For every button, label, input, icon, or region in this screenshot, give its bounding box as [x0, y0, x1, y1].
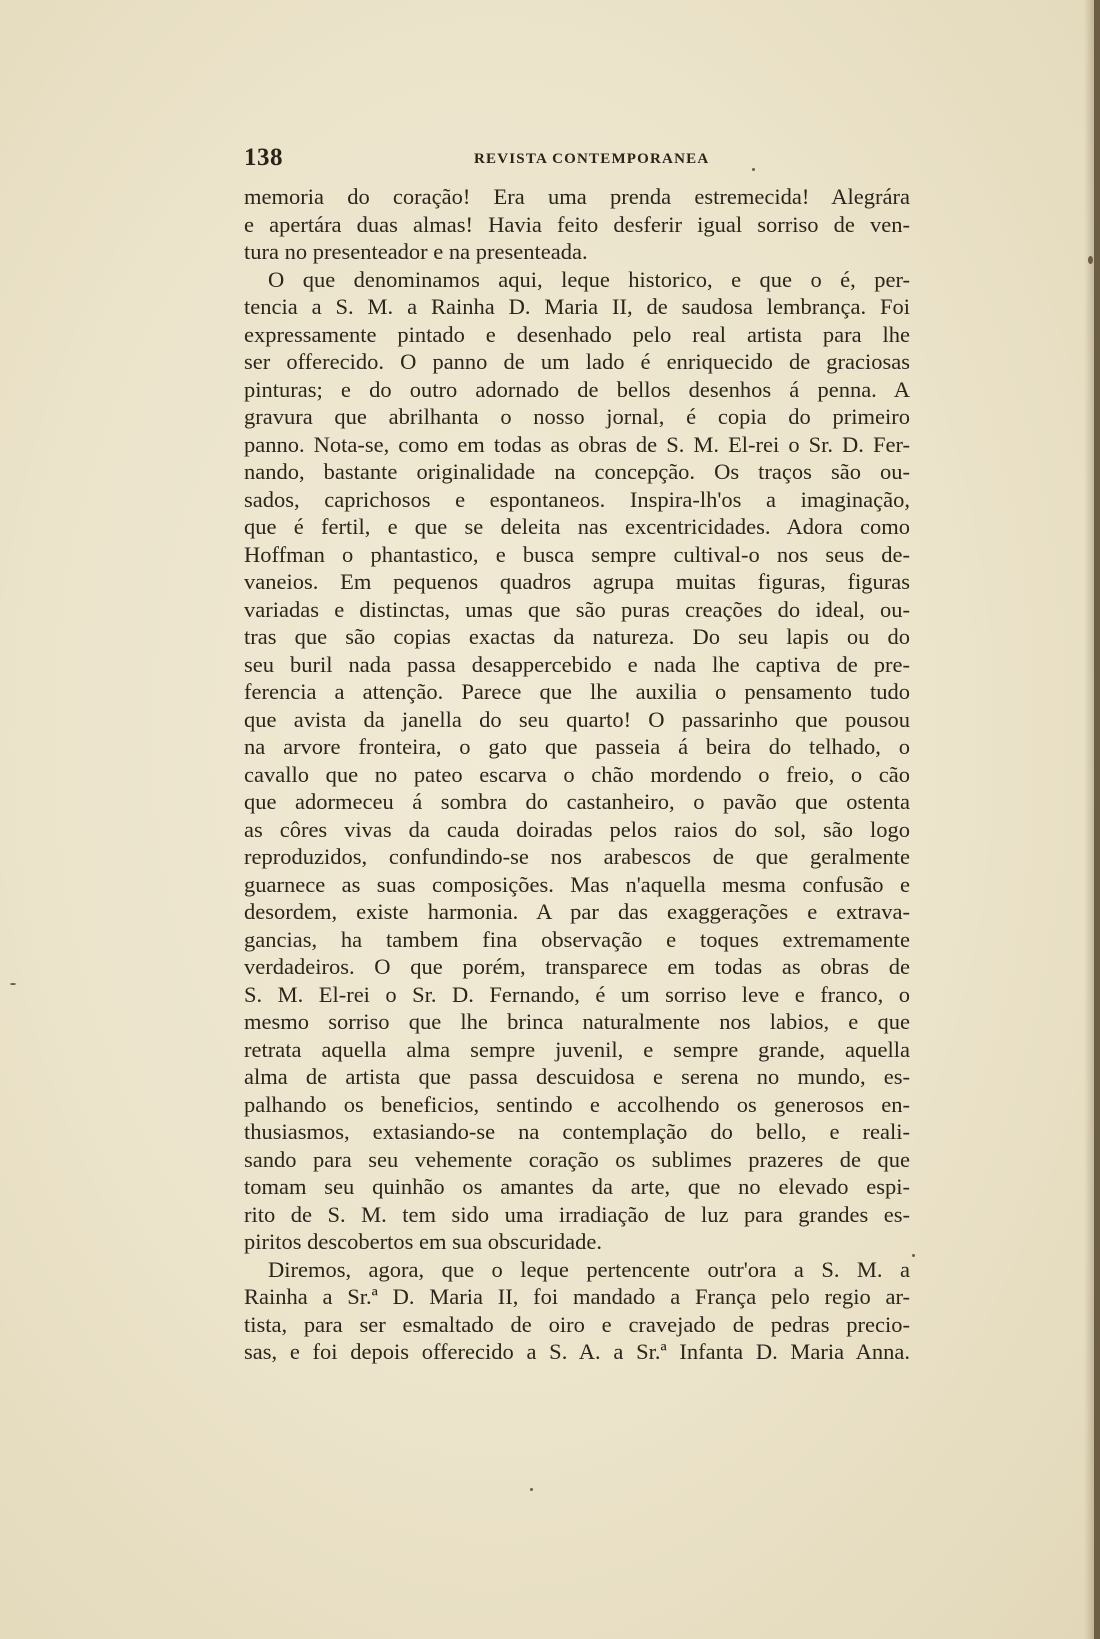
body-text — [244, 183, 910, 1366]
text-line: Diremos, agora, que o leque pertencente outr'ora a S. M. a — [268, 1256, 910, 1282]
running-title: REVISTA CONTEMPORANEA — [474, 151, 710, 167]
text-line: que é fertil, e que se deleita nas excentricidades. Adora como — [244, 514, 910, 539]
ink-speck — [912, 1254, 915, 1257]
text-line: O que denominamos aqui, leque historico, e que o é, per- — [268, 266, 910, 292]
text-line: na arvore fronteira, o gato que passeia á beira do telhado, o — [244, 734, 910, 759]
page-edge — [1094, 0, 1100, 1639]
text-line: alma de artista que passa descuidosa e serena no mundo, es- — [244, 1064, 910, 1089]
text-line: vaneios. Em pequenos quadros agrupa muitas figuras, figuras — [244, 569, 910, 594]
text-line: rito de S. M. tem sido uma irradiação de luz para grandes es- — [244, 1201, 910, 1227]
text-line: reproduzidos, confundindo-se nos arabescos de que geralmente — [244, 844, 910, 869]
text-line: guarnece as suas composições. Mas n'aquella mesma confusão e — [244, 871, 910, 897]
running-header — [244, 144, 910, 174]
text-line: piritos descobertos em sua obscuridade. — [244, 1229, 603, 1254]
text-line: seu buril nada passa desappercebido e nada lhe captiva de pre- — [244, 651, 910, 677]
text-line: gravura que abrilhanta o nosso jornal, é copia do primeiro — [244, 404, 910, 429]
text-line: tras que são copias exactas da natureza. Do seu lapis ou do — [244, 624, 910, 649]
text-line: tencia a S. M. a Rainha D. Maria II, de saudosa lembrança. Foi — [244, 294, 910, 319]
text-line: nando, bastante originalidade na concepção. Os traços são ou- — [244, 459, 910, 484]
text-line: palhando os beneficios, sentindo e accolhendo os generosos en- — [244, 1091, 910, 1117]
text-line: que avista da janella do seu quarto! O passarinho que pousou — [244, 706, 910, 732]
text-line: gancias, ha tambem fina observação e toques extremamente — [244, 926, 910, 952]
text-line: S. M. El-rei o Sr. D. Fernando, é um sorriso leve e franco, o — [244, 981, 910, 1007]
text-line: expressamente pintado e desenhado pelo real artista para lhe — [244, 321, 910, 347]
text-line: tista, para ser esmaltado de oiro e cravejado de pedras precio- — [244, 1311, 910, 1337]
text-line: desordem, existe harmonia. A par das exaggerações e extrava- — [244, 899, 910, 924]
text-line: sados, caprichosos e espontaneos. Inspira-lh'os a imaginação, — [244, 486, 910, 512]
text-line: ferencia a attenção. Parece que lhe auxilia o pensamento tudo — [244, 679, 910, 704]
ink-speck — [1088, 256, 1093, 264]
text-line: Hoffman o phantastico, e busca sempre cultival-o nos seus de- — [244, 541, 910, 567]
text-line: sas, e foi depois offerecido a S. A. a Sr.ª Infanta D. Maria Anna. — [244, 1339, 910, 1364]
text-line: e apertára duas almas! Havia feito desferir igual sorriso de ven- — [244, 211, 910, 237]
text-line: variadas e distinctas, umas que são puras creações do ideal, ou- — [244, 596, 910, 622]
text-line: ser offerecido. O panno de um lado é enriquecido de graciosas — [244, 349, 910, 374]
text-line: que adormeceu á sombra do castanheiro, o pavão que ostenta — [244, 789, 910, 814]
text-line: Rainha a Sr.ª D. Maria II, foi mandado a França pelo regio ar- — [244, 1284, 910, 1309]
text-line: tura no presenteador e na presenteada. — [244, 239, 588, 264]
text-line: tomam seu quinhão os amantes da arte, que no elevado espi- — [244, 1174, 910, 1199]
text-line: verdadeiros. O que porém, transparece em todas as obras de — [244, 954, 910, 979]
text-line: pinturas; e do outro adornado de bellos desenhos á penna. A — [244, 376, 910, 402]
page-gutter-shadow — [1084, 0, 1094, 1639]
page-number: 138 — [244, 144, 283, 171]
text-line: as côres vivas da cauda doiradas pelos raios do sol, são logo — [244, 816, 910, 842]
text-line: memoria do coração! Era uma prenda estremecida! Alegrára — [244, 184, 910, 209]
text-line: panno. Nota-se, como em todas as obras de S. M. El-rei o Sr. D. Fer- — [244, 431, 910, 457]
text-line: retrata aquella alma sempre juvenil, e sempre grande, aquella — [244, 1036, 910, 1062]
ink-speck — [10, 983, 16, 985]
text-line: cavallo que no pateo escarva o chão mordendo o freio, o cão — [244, 761, 910, 787]
ink-speck — [530, 1488, 533, 1491]
text-line: mesmo sorriso que lhe brinca naturalmente nos labios, e que — [244, 1009, 910, 1034]
text-line: thusiasmos, extasiando-se na contemplação do bello, e reali- — [244, 1119, 910, 1144]
text-line: sando para seu vehemente coração os sublimes prazeres de que — [244, 1146, 910, 1172]
